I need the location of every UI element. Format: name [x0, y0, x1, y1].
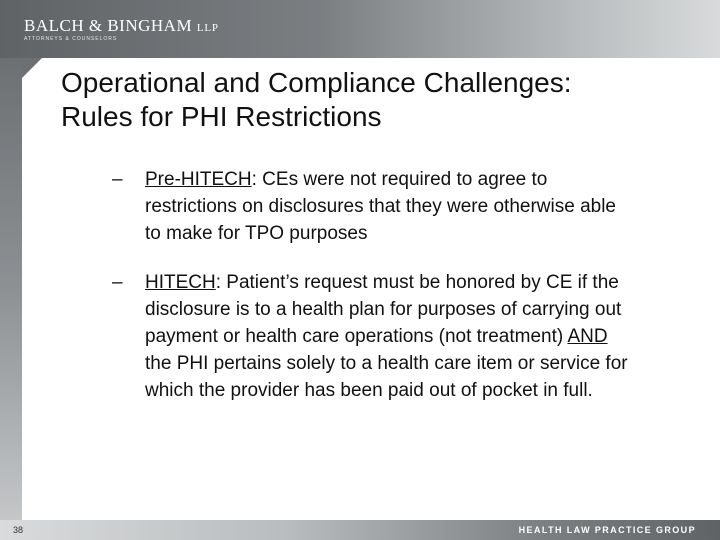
corner-notch [22, 58, 42, 78]
firm-tagline: ATTORNEYS & COUNSELORS [24, 36, 118, 42]
bullet-lead-hitech: HITECH [145, 272, 216, 293]
bullet-marker: – [112, 169, 123, 190]
page-number: 38 [13, 525, 24, 535]
slide-title [61, 66, 661, 134]
title-line-1: Operational and Compliance Challenges: [61, 67, 572, 98]
footer-practice-group: HEALTH LAW PRACTICE GROUP [518, 525, 696, 535]
bullet-text-pre-hitech: : CEs were not required to agree to restrictions on disclosures that they were otherwise able to make for TPO purposes [145, 169, 617, 244]
bullet-emphasis-and: AND [567, 326, 608, 347]
side-band [0, 58, 22, 520]
header-band [0, 0, 720, 58]
bullet-pre-hitech [112, 166, 632, 247]
bullet-hitech [112, 269, 632, 404]
title-line-2: Rules for PHI Restrictions [61, 101, 382, 132]
bullet-text-hitech-b: the PHI pertains solely to a health care item or service for which the provider has been paid out of pocket in full. [145, 353, 628, 401]
firm-suffix: LLP [196, 22, 219, 34]
bullet-list [112, 166, 632, 404]
bullet-marker: – [112, 272, 123, 293]
bullet-text-hitech-a: : Patient’s request must be honored by CE if the disclosure is to a health plan for purposes of carrying out payment or health care operations (not treatment) [145, 272, 622, 347]
bullet-lead-pre-hitech: Pre-HITECH [145, 169, 252, 190]
firm-logo [24, 16, 219, 36]
firm-name: BALCH & BINGHAM [24, 16, 193, 35]
